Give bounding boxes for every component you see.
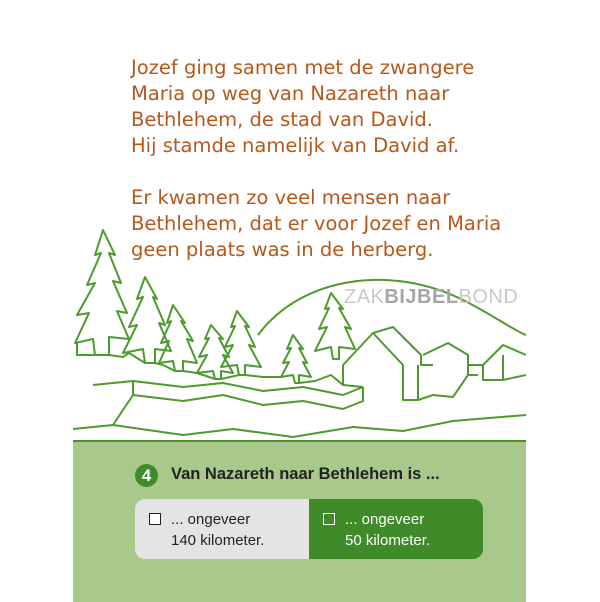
ground-line bbox=[109, 353, 145, 363]
story-line: geen plaats was in de herberg. bbox=[131, 238, 434, 261]
ground-line bbox=[221, 375, 239, 379]
ground-line bbox=[73, 415, 526, 437]
answer-line: ... ongeveer bbox=[171, 511, 251, 528]
house-icon bbox=[343, 365, 363, 387]
ground-line bbox=[155, 363, 175, 371]
answer-line: 50 kilometer. bbox=[345, 532, 431, 549]
story-line: Maria op weg van Nazareth naar bbox=[131, 82, 450, 105]
tree-icon bbox=[221, 311, 261, 375]
story-line: Hij stamde namelijk van David af. bbox=[131, 134, 460, 157]
ground-line bbox=[113, 395, 133, 425]
story-line: Jozef ging samen met de zwangere bbox=[131, 56, 475, 79]
story-line: Bethlehem, de stad van David. bbox=[131, 108, 433, 131]
ground-line bbox=[418, 375, 468, 400]
bethlehem-landscape-illustration bbox=[73, 215, 526, 445]
answer-line: ... ongeveer bbox=[345, 511, 425, 528]
answer-options bbox=[135, 499, 483, 559]
house-icon bbox=[373, 327, 433, 365]
ground-line bbox=[77, 343, 95, 355]
story-paragraph-1 bbox=[131, 55, 511, 159]
quiz-panel bbox=[73, 440, 526, 602]
answer-option-50km[interactable] bbox=[309, 499, 483, 559]
checkbox-icon[interactable] bbox=[149, 513, 161, 525]
question-text: Van Nazareth naar Bethlehem is ... bbox=[171, 465, 440, 483]
house-icon bbox=[423, 343, 526, 365]
checkbox-icon[interactable] bbox=[323, 513, 335, 525]
question-number-badge: 4 bbox=[135, 464, 158, 487]
house-icon bbox=[483, 355, 503, 380]
story-line: Bethlehem, dat er voor Jozef en Maria bbox=[131, 212, 502, 235]
answer-line: 140 kilometer. bbox=[171, 532, 265, 549]
tree-icon bbox=[197, 325, 233, 379]
tree-icon bbox=[75, 230, 129, 355]
ground-line bbox=[503, 375, 526, 380]
zakbijbelbond-watermark: ZAKBIJBELBOND bbox=[344, 286, 519, 308]
answer-option-140km[interactable] bbox=[135, 499, 309, 559]
story-line: Er kwamen zo veel mensen naar bbox=[131, 186, 451, 209]
tree-icon bbox=[281, 335, 311, 383]
ground-line bbox=[245, 375, 281, 377]
house-icon bbox=[468, 365, 478, 375]
